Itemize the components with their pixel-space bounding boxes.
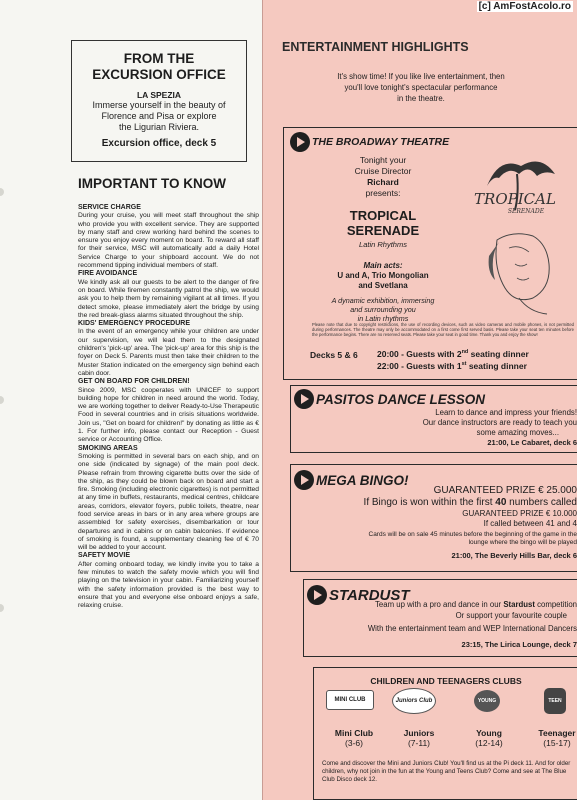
section-text: After coming onboard today, we kindly invite you to take a few minutes to watch the safety movie which you will find playing on the television in your cabin. Familiarizing yourself with the safety information provided is the best way to ensure that you and everyone else onboard enjoys a safe, relaxing cruise. (78, 560, 259, 610)
section-text: In the event of an emergency while your children are under our supervision, we will lead them to the designated children's 'pick-up' area. The 'pick-up' area for this ship is the foyer on Deck 5. Parents must then take their children to the Muster Station indicated on the emergency sign behind each cabin door. (78, 328, 259, 377)
showtime-1: 20:00 - Guests with 2nd seating dinner (377, 349, 529, 359)
section-text: We kindly ask all our guests to be alert to the danger of fire on board. While firemen constantly patrol the ship, we would ask you to help them by remaining vigilant at all times. If you detect smoke, please immediately alert the bridge by using the red break-glass alarms situated throughout the ship. (78, 278, 259, 319)
play-icon (290, 132, 310, 152)
show-title: TROPICAL SERENADE (346, 208, 420, 238)
juniors-club-logo: Juniors Club (392, 688, 436, 714)
intro-line: you'll love tonight's spectacular performance (344, 83, 498, 92)
bingo-box (290, 464, 577, 572)
bingo-time: 21:00, The Beverly Hills Bar, deck 6 (451, 551, 577, 560)
binder-holes (0, 0, 6, 800)
section-safety-movie (78, 552, 259, 610)
main-acts: Main acts: U and A, Trio Mongolian and Svetlana (337, 261, 429, 290)
excursion-port: LA SPEZIA (136, 90, 182, 100)
show-subtitle: Latin Rhythms (359, 240, 407, 249)
club-young: Young (12-14) (475, 728, 503, 748)
section-heading: FIRE AVOIDANCE (78, 270, 138, 278)
intro-line: It's show time! If you like live entertainment, then (337, 72, 505, 81)
pasitos-box (290, 385, 577, 453)
play-icon (294, 470, 314, 490)
broadway-intro: Tonight your Cruise Director Richard presents: (304, 155, 462, 199)
bingo-condition-1: If Bingo is won within the first 40 numbers called (363, 497, 577, 508)
intro-line: in the theatre. (397, 94, 445, 103)
important-sections (78, 204, 259, 611)
poster-illustration (459, 148, 571, 318)
important-title: IMPORTANT TO KNOW (78, 176, 226, 191)
excursion-office-box (71, 40, 247, 162)
bingo-lounge: lounge where the bingo will be played (468, 539, 577, 546)
section-text: Smoking is permitted in several bars on each ship, and on one side (indicated by signage) of the main pool deck. Please refrain from throwing cigarette butts over the side of the ship, as they could be blown back on board and start a fire. Smoking (including electronic cigarettes) is not permitted at any time in buffets, restaurants, medical centres, childcare areas, corridors, elevator foyers, public toilets, theatre, near food service areas in bars or in any area where groups are assembled for safety exercises, disembarkation or tour departures and in cabins or on cabin balconies. If evidence of smoking is found, a supplementary cleaning fee of € 70 will be added to your account. (78, 452, 259, 552)
section-smoking-areas (78, 445, 259, 553)
bingo-prize-2: GUARANTEED PRIZE € 10.000 (462, 509, 577, 518)
mini-club-logo: MINI CLUB (326, 690, 374, 710)
bingo-condition-2: If called between 41 and 4 (483, 519, 577, 528)
section-heading: SAFETY MOVIE (78, 552, 130, 560)
play-icon (307, 585, 327, 605)
entertainment-title: ENTERTAINMENT HIGHLIGHTS (282, 40, 469, 54)
bingo-sale: Cards will be on sale 45 minutes before the beginning of the game in the (368, 531, 577, 538)
pasitos-text: Learn to dance and impress your friends! Our dance instructors are ready to teach you some amazing moves... (422, 408, 577, 437)
young-club-logo: YOUNG (474, 690, 500, 712)
watermark: [c] AmFostAcolo.ro (478, 1, 571, 12)
bingo-prize-1: GUARANTEED PRIZE € 25.000 (433, 485, 577, 496)
section-get-on-board (78, 378, 259, 444)
excursion-title-1: FROM THE (123, 51, 195, 66)
section-service-charge (78, 204, 259, 270)
copyright-fine-print: Please note that due to copyright restrictions, the use of recording devices, such as video cameras and mobile phones, is not permitted during performances. The theatre may only be accommodated on a first come first served basis. Please take your seat ten minutes before the performance begins. There are no reserved seats. Please take your seat in good time. Thank you and enjoy the show! (312, 322, 574, 337)
broadway-decks: Decks 5 & 6 (310, 350, 358, 360)
excursion-text-3: the Ligurian Riviera. (118, 122, 200, 132)
play-icon (294, 389, 314, 409)
section-kids-emergency (78, 320, 259, 378)
section-heading: SMOKING AREAS (78, 444, 138, 452)
broadway-title: THE BROADWAY THEATRE (290, 132, 449, 152)
section-fire-avoidance (78, 270, 259, 320)
poster-title: TROPICAL (474, 190, 556, 208)
tropical-serenade-poster (459, 148, 571, 318)
entertainment-intro (290, 71, 552, 104)
club-mini: Mini Club (3-6) (334, 728, 374, 748)
stardust-line-2: Or support your favourite couple (455, 611, 567, 620)
clubs-box (313, 667, 577, 800)
section-heading: KIDS' EMERGENCY PROCEDURE (78, 320, 190, 328)
teen-club-logo: TEEN (544, 688, 566, 714)
club-teenager: Teenager (15-17) (538, 728, 576, 748)
excursion-text-1: Immerse yourself in the beauty of (92, 100, 226, 110)
cruise-director-name: Richard (367, 177, 399, 187)
stardust-line-1: Team up with a pro and dance in our Stardust competition (375, 600, 577, 609)
stardust-title: STARDUST (307, 585, 410, 605)
excursion-text-2: Florence and Pisa or explore (101, 111, 217, 121)
broadway-theatre-box (283, 127, 577, 380)
club-juniors: Juniors (7-11) (403, 728, 435, 748)
section-heading: SERVICE CHARGE (78, 204, 141, 211)
showtime-2: 22:00 - Guests with 1st seating dinner (377, 361, 527, 371)
clubs-title: CHILDREN AND TEENAGERS CLUBS (370, 676, 522, 686)
pasitos-title: PASITOS DANCE LESSON (294, 389, 485, 409)
clubs-footer: Come and discover the Mini and Juniors Club! You'll find us at the Pi deck 11. And for older children, why not join in the fun at the Young and Teens Club? Come and see at The Blue Club Disco deck 12. (322, 760, 571, 783)
excursion-title-2: EXCURSION OFFICE (92, 67, 226, 82)
show-description: A dynamic exhibition, immersing and surrounding you in Latin rhythms (331, 296, 435, 323)
section-heading: GET ON BOARD FOR CHILDREN! (78, 378, 190, 386)
pasitos-time: 21:00, Le Cabaret, deck 6 (487, 438, 577, 447)
stardust-time: 23:15, The Lirica Lounge, deck 7 (461, 640, 577, 649)
section-text: During your cruise, you will meet staff throughout the ship who provide you with excellent service. They are supported by many staff and crew working hard behind the scenes to ensure you enjoy every moment on board. To reward all staff for their service, MSC will automatically add a daily Hotel Service Charge to your shipboard account. We do not recommend tipping individual members of staff. (78, 212, 259, 270)
section-text: Since 2009, MSC cooperates with UNICEF to support building hope for children in need around the world. Today, we are working together to deliver Ready-to-Use Therapeutic Food in several countries and in crisis situations worldwide. Join us, "Get on board for children!" by donating as little as € 1. For further info, please contact our Reception - Guest service or Accounting Office. (78, 386, 259, 444)
poster-subtitle: SERENADE (507, 208, 545, 215)
excursion-deck: Excursion office, deck 5 (101, 138, 217, 149)
stardust-box (303, 579, 577, 657)
bingo-title: MEGA BINGO! (294, 470, 409, 490)
stardust-line-3: With the entertainment team and WEP International Dancers (367, 624, 577, 633)
